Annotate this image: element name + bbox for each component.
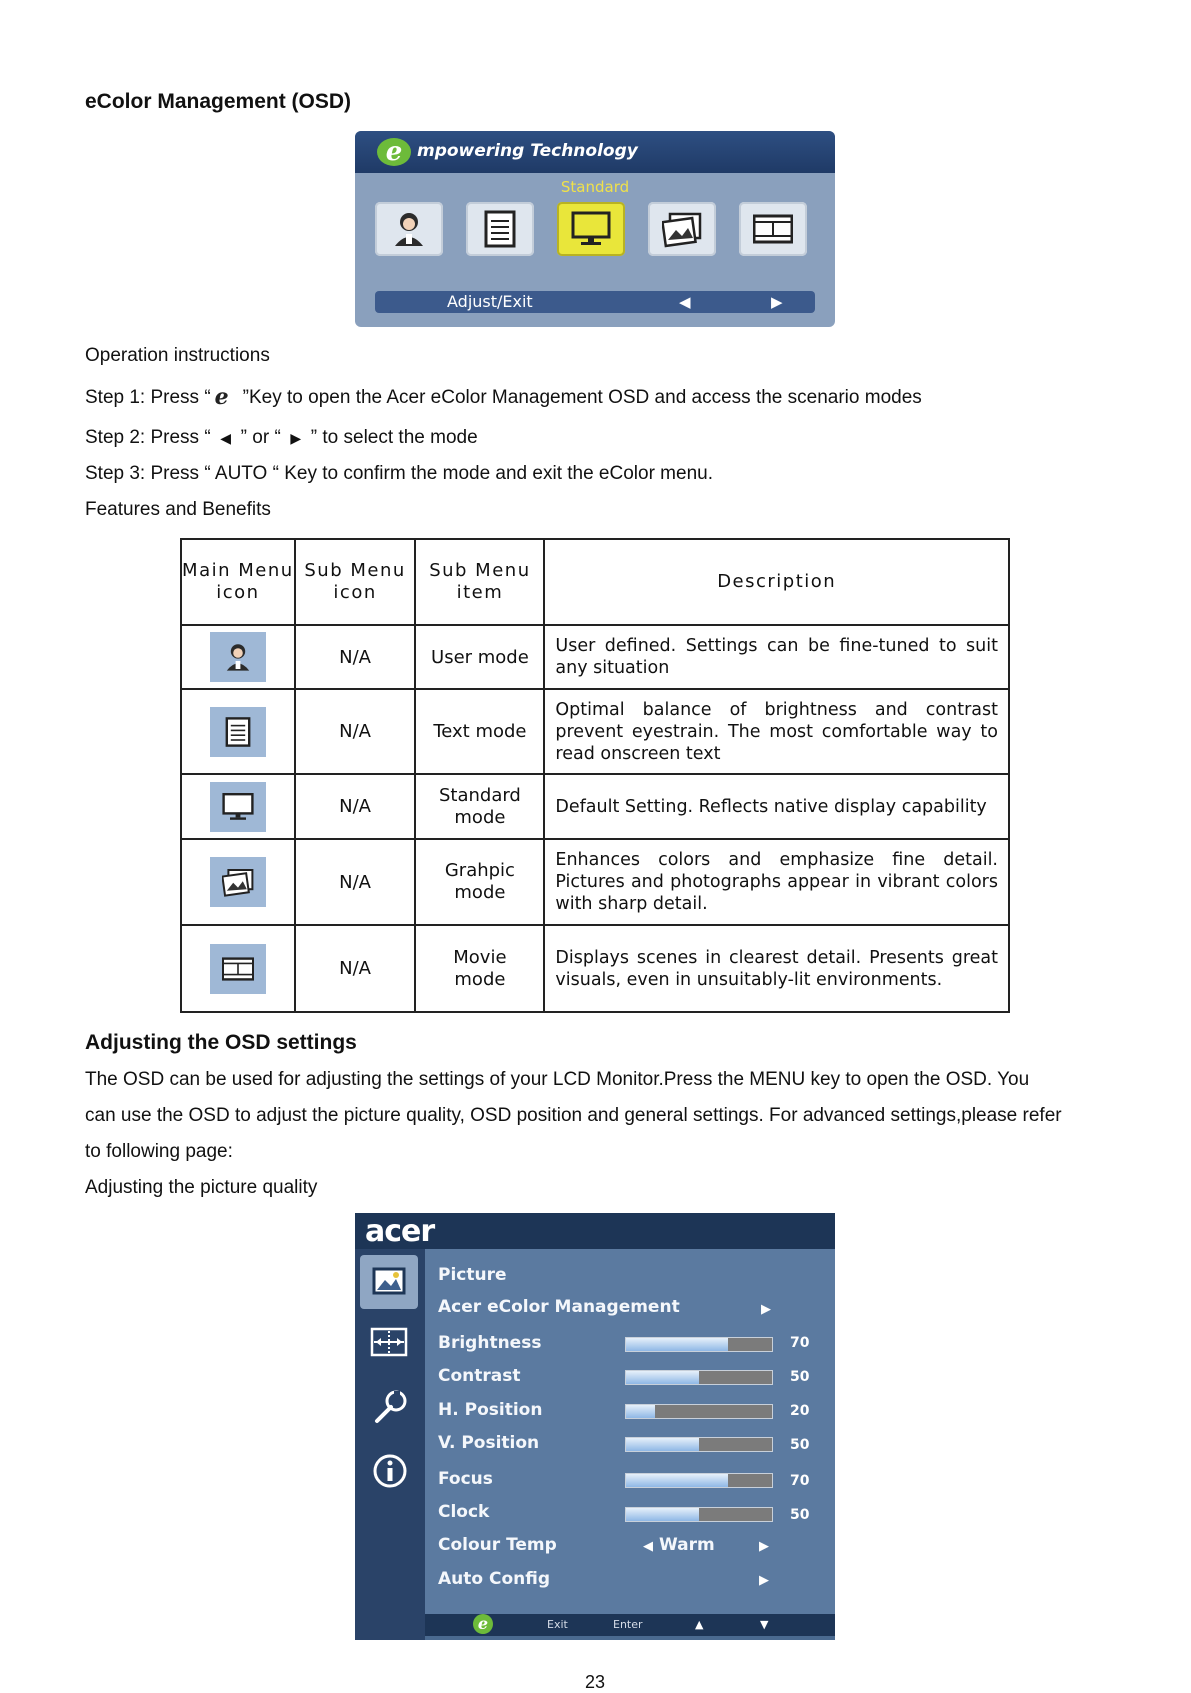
e-logo-icon: e [377, 138, 411, 166]
menu-item-focus[interactable]: Focus [438, 1469, 493, 1489]
menu-title: Picture [438, 1265, 507, 1285]
colour-temp-value: Warm [659, 1535, 715, 1555]
sub-item-cell: Text mode [415, 689, 544, 774]
arrow-up-icon[interactable]: ▲ [695, 1618, 704, 1631]
table-row [181, 625, 1009, 689]
header-main-menu-icon: Main Menu icon [181, 539, 295, 625]
position-icon [370, 1327, 408, 1357]
table-row [181, 925, 1009, 1012]
brightness-value: 70 [790, 1335, 810, 1351]
ecolor-osd [355, 131, 835, 327]
acer-osd-footer [425, 1614, 835, 1636]
menu-item-colour-temp[interactable]: Colour Temp [438, 1535, 557, 1555]
step-2 [85, 427, 478, 449]
step-2-prefix: Step 2: Press “ [85, 427, 211, 448]
step-1-suffix: ”Key to open the Acer eColor Management OSD and access the scenario modes [242, 387, 922, 408]
menu-item-ecolor[interactable]: Acer eColor Management [438, 1297, 680, 1317]
menu-item-v-position[interactable]: V. Position [438, 1433, 540, 1453]
adjust-exit-label: Adjust/Exit [447, 292, 533, 311]
sub-item-cell: Standard mode [415, 774, 544, 839]
v-position-value: 50 [790, 1437, 810, 1453]
slider-fill [626, 1474, 728, 1487]
user-icon [389, 210, 429, 248]
h-position-slider[interactable] [625, 1404, 773, 1419]
monitor-icon [571, 210, 611, 248]
picture-icon [210, 857, 266, 907]
graphic-mode-button[interactable] [648, 202, 716, 256]
user-icon [210, 632, 266, 682]
picture-icon [662, 210, 702, 248]
sub-icon-cell: N/A [295, 774, 416, 839]
sub-icon-cell: N/A [295, 839, 416, 925]
step-2-or: ” or “ [240, 427, 281, 448]
description-cell: Enhances colors and emphasize fine detail. Pictures and photographs appear in vibrant colors with sharp detail. [544, 839, 1009, 925]
step-3: Step 3: Press “ AUTO “ Key to confirm the mode and exit the eColor menu. [85, 463, 713, 484]
features-heading: Features and Benefits [85, 499, 271, 520]
contrast-value: 50 [790, 1369, 810, 1385]
text-document-icon [210, 707, 266, 757]
header-description: Description [544, 539, 1009, 625]
acer-osd-sidebar [355, 1249, 425, 1640]
right-arrow-key-icon: ▶ [290, 430, 302, 446]
clock-slider[interactable] [625, 1507, 773, 1522]
description-cell: Default Setting. Reflects native display capability [544, 774, 1009, 839]
focus-slider[interactable] [625, 1473, 773, 1488]
table-row [181, 689, 1009, 774]
step-1-prefix: Step 1: Press “ [85, 387, 211, 408]
arrow-left-icon[interactable]: ◀ [643, 1538, 653, 1553]
description-cell: Optimal balance of brightness and contrast prevent eyestrain. The most comfortable way to read onscreen text [544, 689, 1009, 774]
standard-mode-button[interactable] [557, 202, 625, 256]
adjusting-para-line-2: can use the OSD to adjust the picture quality, OSD position and general settings. For advanced settings,please refer [85, 1105, 1062, 1126]
table-header-row [181, 539, 1009, 625]
acer-osd-header [355, 1213, 835, 1249]
acer-osd-panel [425, 1249, 835, 1629]
header-sub-menu-icon: Sub Menu icon [295, 539, 416, 625]
text-mode-button[interactable] [466, 202, 534, 256]
menu-item-h-position[interactable]: H. Position [438, 1400, 543, 1420]
arrow-down-icon[interactable]: ▼ [760, 1618, 769, 1631]
v-position-slider[interactable] [625, 1437, 773, 1452]
slider-fill [626, 1438, 699, 1451]
left-arrow-key-icon: ◀ [220, 430, 232, 446]
chevron-right-icon: ▶ [759, 1572, 769, 1587]
chevron-right-icon: ▶ [761, 1301, 771, 1316]
menu-item-clock[interactable]: Clock [438, 1502, 490, 1522]
adjusting-para-line-1: The OSD can be used for adjusting the settings of your LCD Monitor.Press the MENU key to open the OSD. You [85, 1069, 1030, 1090]
e-logo-icon[interactable]: e [473, 1614, 493, 1634]
clock-value: 50 [790, 1507, 810, 1523]
table-row [181, 839, 1009, 925]
user-mode-button[interactable] [375, 202, 443, 256]
table-row [181, 774, 1009, 839]
sub-icon-cell: N/A [295, 625, 416, 689]
header-sub-menu-item: Sub Menu item [415, 539, 544, 625]
picture-quality-heading: Adjusting the picture quality [85, 1177, 318, 1198]
film-icon [210, 944, 266, 994]
arrow-right-icon[interactable]: ▶ [759, 1538, 769, 1553]
page-number: 23 [585, 1672, 606, 1692]
focus-value: 70 [790, 1473, 810, 1489]
slider-fill [626, 1371, 699, 1384]
sidebar-item-position[interactable] [360, 1315, 418, 1369]
sidebar-item-picture[interactable] [360, 1255, 418, 1309]
sub-item-cell: User mode [415, 625, 544, 689]
adjusting-para-line-3: to following page: [85, 1141, 233, 1162]
acer-logo: acer [365, 1214, 435, 1249]
menu-item-contrast[interactable]: Contrast [438, 1366, 521, 1386]
ecolor-osd-header [355, 131, 835, 173]
section-title: eColor Management (OSD) [85, 90, 352, 113]
description-cell: Displays scenes in clearest detail. Presents great visuals, even in unsuitably-lit environments. [544, 925, 1009, 1012]
arrow-left-icon[interactable]: ◀ [679, 294, 691, 311]
sub-item-cell: Movie mode [415, 925, 544, 1012]
ecolor-tagline: mpowering Technology [417, 141, 638, 161]
exit-label[interactable]: Exit [547, 1618, 568, 1631]
features-table [180, 538, 1010, 1013]
sub-item-cell: Grahpic mode [415, 839, 544, 925]
sidebar-item-settings[interactable] [360, 1379, 418, 1433]
settings-icon [372, 1389, 408, 1425]
e-key-icon: e [214, 384, 229, 410]
sidebar-item-info[interactable] [360, 1443, 418, 1497]
arrow-right-icon[interactable]: ▶ [771, 294, 783, 311]
operation-heading: Operation instructions [85, 345, 270, 366]
movie-mode-button[interactable] [739, 202, 807, 256]
film-icon [753, 210, 793, 248]
step-1 [85, 384, 922, 410]
acer-osd [355, 1213, 835, 1640]
menu-item-brightness[interactable]: Brightness [438, 1333, 542, 1353]
ecolor-current-mode: Standard [560, 178, 630, 196]
slider-fill [626, 1338, 728, 1351]
step-2-suffix: ” to select the mode [310, 427, 478, 448]
info-icon [372, 1453, 408, 1489]
slider-fill [626, 1508, 699, 1521]
picture-icon [372, 1265, 406, 1297]
slider-fill [626, 1405, 655, 1418]
h-position-value: 20 [790, 1403, 810, 1419]
monitor-icon [210, 782, 266, 832]
adjust-exit-bar [375, 291, 815, 313]
adjusting-title: Adjusting the OSD settings [85, 1031, 357, 1054]
description-cell: User defined. Settings can be fine-tuned to suit any situation [544, 625, 1009, 689]
text-document-icon [480, 210, 520, 248]
brightness-slider[interactable] [625, 1337, 773, 1352]
contrast-slider[interactable] [625, 1370, 773, 1385]
sub-icon-cell: N/A [295, 925, 416, 1012]
enter-label[interactable]: Enter [613, 1618, 643, 1631]
menu-item-auto-config[interactable]: Auto Config [438, 1569, 551, 1589]
sub-icon-cell: N/A [295, 689, 416, 774]
